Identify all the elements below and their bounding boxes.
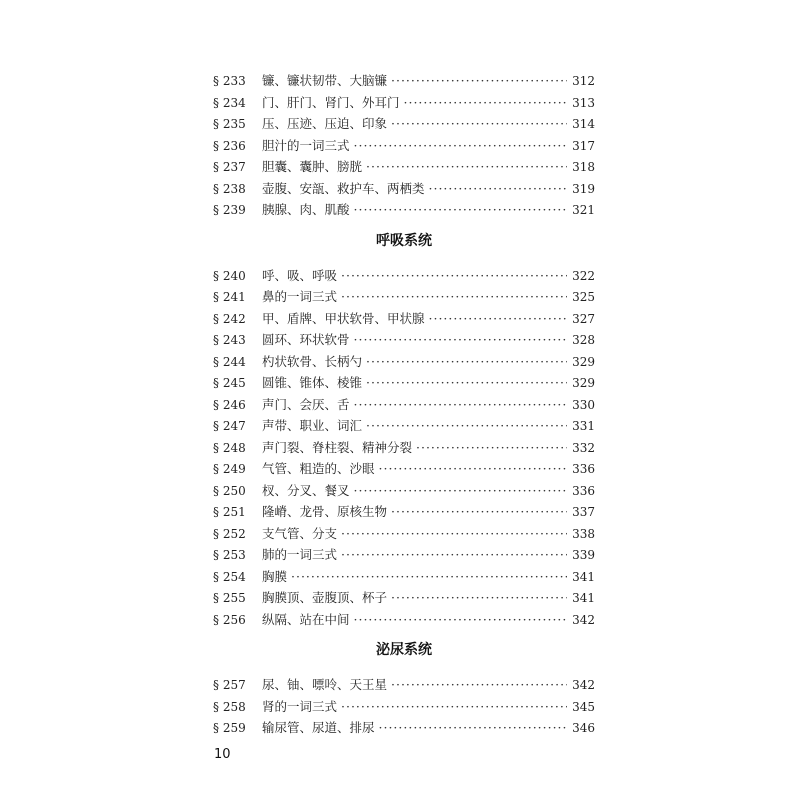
toc-entry[interactable]: [213, 523, 595, 545]
toc-entry[interactable]: [213, 587, 595, 609]
toc-entry[interactable]: [213, 135, 595, 157]
entry-title: 杈、分叉、餐叉: [262, 482, 350, 498]
table-of-contents: [213, 70, 595, 739]
section-number: § 254: [213, 569, 246, 584]
section-number: § 245: [213, 376, 246, 390]
page-ref: 341: [572, 569, 595, 584]
page-ref: 336: [572, 483, 595, 498]
section-number: § 236: [213, 138, 246, 153]
page-ref: 314: [572, 117, 595, 131]
entry-title: 呼、吸、呼吸: [262, 267, 338, 283]
leader-dots: [291, 566, 567, 588]
section-number: § 257: [213, 678, 246, 692]
entry-title: 声带、职业、词汇: [262, 418, 363, 433]
toc-entry[interactable]: [213, 92, 595, 114]
entry-title: 胸膜: [262, 568, 288, 584]
page-ref: 346: [572, 721, 595, 735]
entry-title: 压、压迹、压迫、印象: [262, 116, 388, 131]
leader-dots: [391, 674, 567, 696]
section-number: § 256: [213, 612, 246, 627]
entry-title: 胰腺、肉、肌酸: [262, 202, 350, 217]
section-number: § 251: [213, 505, 246, 519]
section-number: § 253: [213, 548, 246, 562]
entry-title: 尿、铀、嘌呤、天王星: [262, 677, 388, 692]
entry-title: 气管、粗造的、沙眼: [262, 461, 375, 476]
page-ref: 342: [572, 678, 595, 692]
entry-title: 壶腹、安瓿、救护车、两栖类: [262, 180, 425, 196]
page-ref: 339: [572, 548, 595, 562]
leader-dots: [354, 394, 567, 416]
leader-dots: [354, 480, 567, 502]
toc-entry[interactable]: [213, 674, 595, 696]
toc-entry[interactable]: [213, 286, 595, 308]
leader-dots: [391, 113, 567, 135]
section-number: § 258: [213, 699, 246, 714]
section-heading: 呼吸系统: [376, 232, 432, 249]
leader-dots: [341, 265, 567, 287]
section-number: § 249: [213, 462, 246, 476]
entry-title: 支气管、分支: [262, 525, 338, 541]
toc-entry[interactable]: [213, 696, 595, 718]
leader-dots: [341, 544, 567, 566]
page-ref: 342: [572, 612, 595, 627]
leader-dots: [404, 92, 567, 114]
entry-title: 杓状软骨、长柄勺: [262, 353, 363, 369]
section-number: § 242: [213, 311, 246, 326]
section-number: § 241: [213, 290, 246, 304]
section-number: § 250: [213, 483, 246, 498]
page-ref: 329: [572, 376, 595, 390]
section-number: § 246: [213, 397, 246, 412]
entry-title: 声门、会厌、舌: [262, 396, 350, 412]
page-ref: 318: [572, 160, 595, 174]
toc-entry[interactable]: [213, 501, 595, 523]
section-number: § 247: [213, 419, 246, 433]
toc-entry[interactable]: [213, 372, 595, 394]
toc-entry[interactable]: [213, 609, 595, 631]
entry-title: 镰、镰状韧带、大脑镰: [262, 73, 388, 88]
section-number: § 259: [213, 721, 246, 735]
leader-dots: [341, 523, 567, 545]
toc-entry[interactable]: [213, 458, 595, 480]
toc-entry[interactable]: [213, 156, 595, 178]
toc-section: [213, 231, 595, 631]
entry-title: 肺的一词三式: [262, 547, 338, 562]
entry-title: 门、肝门、肾门、外耳门: [262, 94, 400, 110]
page-number: 10: [214, 747, 231, 762]
leader-dots: [391, 587, 567, 609]
leader-dots: [354, 609, 567, 631]
leader-dots: [379, 717, 567, 739]
page-ref: 321: [572, 203, 595, 217]
section-number: § 248: [213, 440, 246, 455]
toc-entry[interactable]: [213, 329, 595, 351]
page-ref: 312: [572, 74, 595, 88]
toc-section: [213, 70, 595, 221]
page-ref: 319: [572, 181, 595, 196]
page-ref: 337: [572, 505, 595, 519]
entry-title: 纵隔、站在中间: [262, 611, 350, 627]
entry-title: 圆锥、锥体、棱锥: [262, 375, 363, 390]
section-number: § 244: [213, 354, 246, 369]
section-number: § 233: [213, 74, 246, 88]
leader-dots: [366, 156, 567, 178]
toc-entry[interactable]: [213, 199, 595, 221]
leader-dots: [429, 178, 567, 200]
toc-section: [213, 640, 595, 739]
toc-entry[interactable]: [213, 178, 595, 200]
page-ref: 336: [572, 462, 595, 476]
entry-title: 圆环、环状软骨: [262, 332, 350, 347]
toc-entry[interactable]: [213, 351, 595, 373]
page-ref: 322: [572, 268, 595, 283]
section-number: § 234: [213, 95, 246, 110]
leader-dots: [341, 286, 567, 308]
page-ref: 328: [572, 333, 595, 347]
section-number: § 243: [213, 333, 246, 347]
section-number: § 252: [213, 526, 246, 541]
section-number: § 255: [213, 591, 246, 605]
leader-dots: [354, 135, 567, 157]
leader-dots: [354, 329, 567, 351]
page-ref: 325: [572, 290, 595, 304]
leader-dots: [391, 501, 567, 523]
entry-title: 输尿管、尿道、排尿: [262, 720, 375, 735]
leader-dots: [366, 415, 567, 437]
leader-dots: [379, 458, 567, 480]
toc-entry[interactable]: [213, 394, 595, 416]
section-number: § 235: [213, 117, 246, 131]
section-heading: 泌尿系统: [376, 642, 432, 658]
toc-entry[interactable]: [213, 566, 595, 588]
leader-dots: [429, 308, 567, 330]
entry-title: 胆汁的一词三式: [262, 137, 350, 153]
leader-dots: [391, 70, 567, 92]
page-ref: 341: [572, 591, 595, 605]
toc-entry[interactable]: [213, 70, 595, 92]
entry-title: 胆囊、囊肿、膀胱: [262, 159, 363, 174]
leader-dots: [366, 372, 567, 394]
toc-entry[interactable]: [213, 415, 595, 437]
toc-entry[interactable]: [213, 308, 595, 330]
page-ref: 313: [572, 95, 595, 110]
section-number: § 237: [213, 160, 246, 174]
entry-title: 胸膜顶、壶腹顶、杯子: [262, 590, 388, 605]
leader-dots: [341, 696, 567, 718]
page-ref: 317: [572, 138, 595, 153]
section-number: § 238: [213, 181, 246, 196]
section-number: § 240: [213, 268, 246, 283]
page-ref: 331: [572, 419, 595, 433]
leader-dots: [416, 437, 567, 459]
page-ref: 345: [572, 699, 595, 714]
toc-entry[interactable]: [213, 265, 595, 287]
entry-title: 隆嵴、龙骨、原核生物: [262, 504, 388, 519]
section-number: § 239: [213, 203, 246, 217]
entry-title: 甲、盾牌、甲状软骨、甲状腺: [262, 310, 425, 326]
entry-title: 鼻的一词三式: [262, 289, 338, 304]
leader-dots: [366, 351, 567, 373]
page-ref: 338: [572, 526, 595, 541]
toc-entry[interactable]: [213, 544, 595, 566]
toc-entry[interactable]: [213, 437, 595, 459]
page-ref: 330: [572, 397, 595, 412]
page-ref: 332: [572, 440, 595, 455]
leader-dots: [354, 199, 567, 221]
entry-title: 肾的一词三式: [262, 698, 338, 714]
toc-entry[interactable]: [213, 113, 595, 135]
toc-entry[interactable]: [213, 480, 595, 502]
entry-title: 声门裂、脊柱裂、精神分裂: [262, 439, 413, 455]
page-ref: 327: [572, 311, 595, 326]
toc-entry[interactable]: [213, 717, 595, 739]
page-ref: 329: [572, 354, 595, 369]
